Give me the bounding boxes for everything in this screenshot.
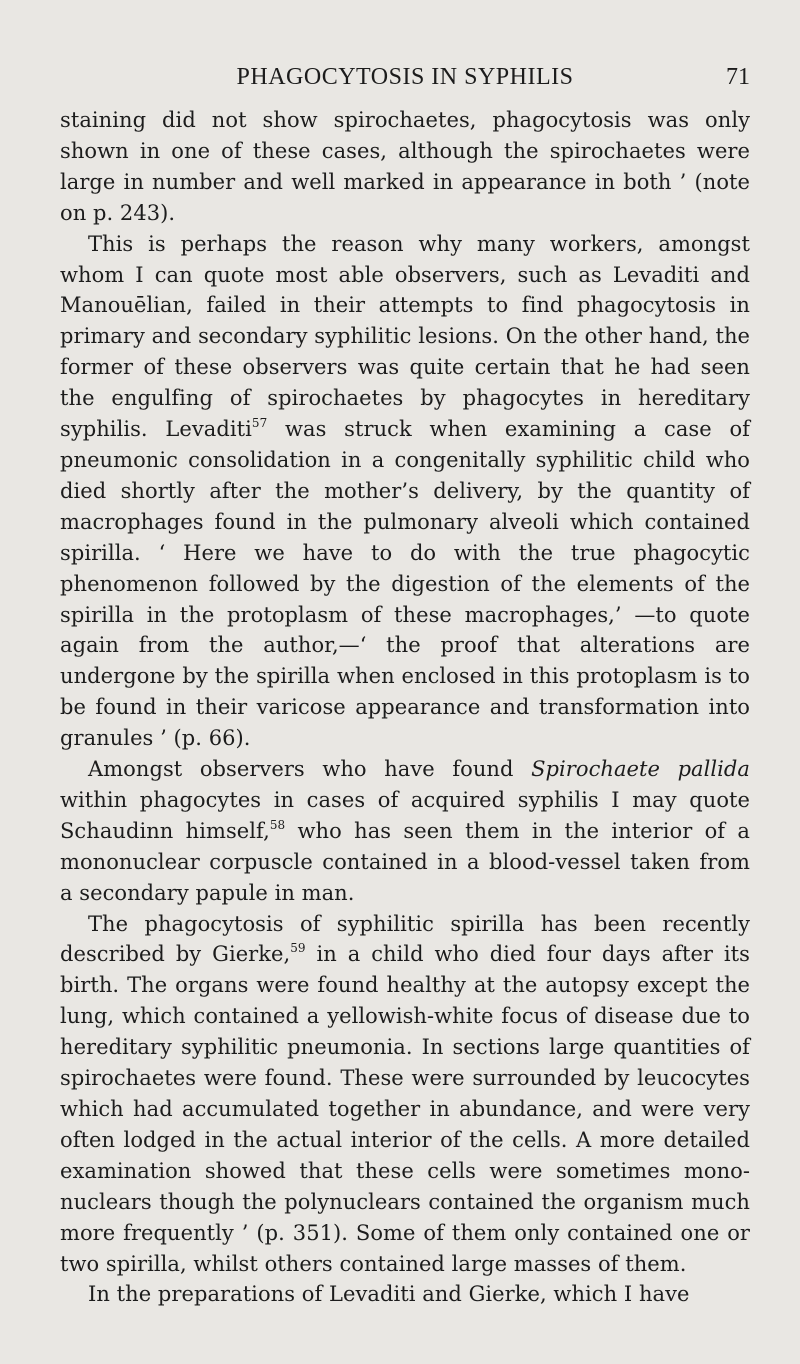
paragraph-continuation bbox=[60, 105, 750, 229]
paragraph-text: was struck when examining a case of pneumonic consolidation in a congenitally syphilitic child who died shortly after the mother’s delivery, by the quantity of macrophages found in the pulmonary alveoli which contained spirilla. ‘ Here we have to do with the true phagocytic phenomenon followed by the digestion of the elements of the spirilla in the protoplasm of these macrophages,’ —to quote again from the author,—‘ the proof that alterations are undergone by the spirilla when enclosed in this protoplasm is to be found in their varicose appearance and transformation into granules ’ (p. 66). bbox=[60, 417, 750, 751]
paragraph-schaudinn bbox=[60, 754, 750, 909]
footnote-ref: 58 bbox=[269, 817, 286, 832]
footnote-ref: 57 bbox=[251, 416, 268, 431]
paragraph-text: Amongst observers who have found bbox=[88, 757, 532, 782]
paragraph-text: This is perhaps the reason why many workers, amongst whom I can quote most able observers, such as Levaditi and Manouēlian, failed in their attempts to find phagocytosis in primary and secondary syphilitic lesions. On the other hand, the former of these observers was quite certain that he had seen the engulfing of spirochaetes by phagocytes in hereditary syphilis. Levaditi bbox=[60, 231, 750, 442]
paragraph-text: in a child who died four days after its birth. The organs were found healthy at the autopsy except the lung, which contained a yellowish-white focus of disease due to hereditary syphilitic pneumonia. In sections large quantities of spirochaetes were found. These were surrounded by leucocytes which had accumulated together in abundance, and were very often lodged in the actual interior of the cells. A more detailed examination showed that these cells were sometimes mono-nuclears though the polynuclears contained the organism much more frequently ’ (p. 351). Some of them only contained one or two spirilla, whilst others contained large masses of them. bbox=[60, 942, 750, 1276]
paragraph-text: within phagocytes in cases of acquired syphilis I may quote Schaudinn himself, bbox=[60, 787, 750, 843]
footnote-ref: 59 bbox=[290, 941, 306, 956]
paragraph-text: who has seen them in the interior of a mononuclear corpuscle contained in a blood-vessel taken from a secondary papule in man. bbox=[60, 818, 750, 905]
paragraph-text: staining did not show spirochaetes, phagocytosis was only shown in one of these cases, although the spirochaetes were large in number and well marked in appearance in both ’ (note on p. 243). bbox=[60, 108, 750, 225]
paragraph-gierke bbox=[60, 909, 750, 1280]
paragraph-text: In the preparations of Levaditi and Gierke, which I have bbox=[88, 1282, 690, 1307]
paragraph-preparations bbox=[60, 1279, 750, 1310]
paragraph-text: The phagocytosis of syphilitic spirilla has been recently described by Gierke, bbox=[60, 911, 750, 967]
paragraph-levaditi bbox=[60, 229, 750, 754]
running-head bbox=[60, 62, 750, 96]
page-number: 71 bbox=[726, 64, 750, 90]
body-text bbox=[60, 105, 750, 1310]
species-name: Spirochaete pallida bbox=[531, 757, 750, 782]
running-title: PHAGOCYTOSIS IN SYPHILIS bbox=[236, 64, 574, 90]
